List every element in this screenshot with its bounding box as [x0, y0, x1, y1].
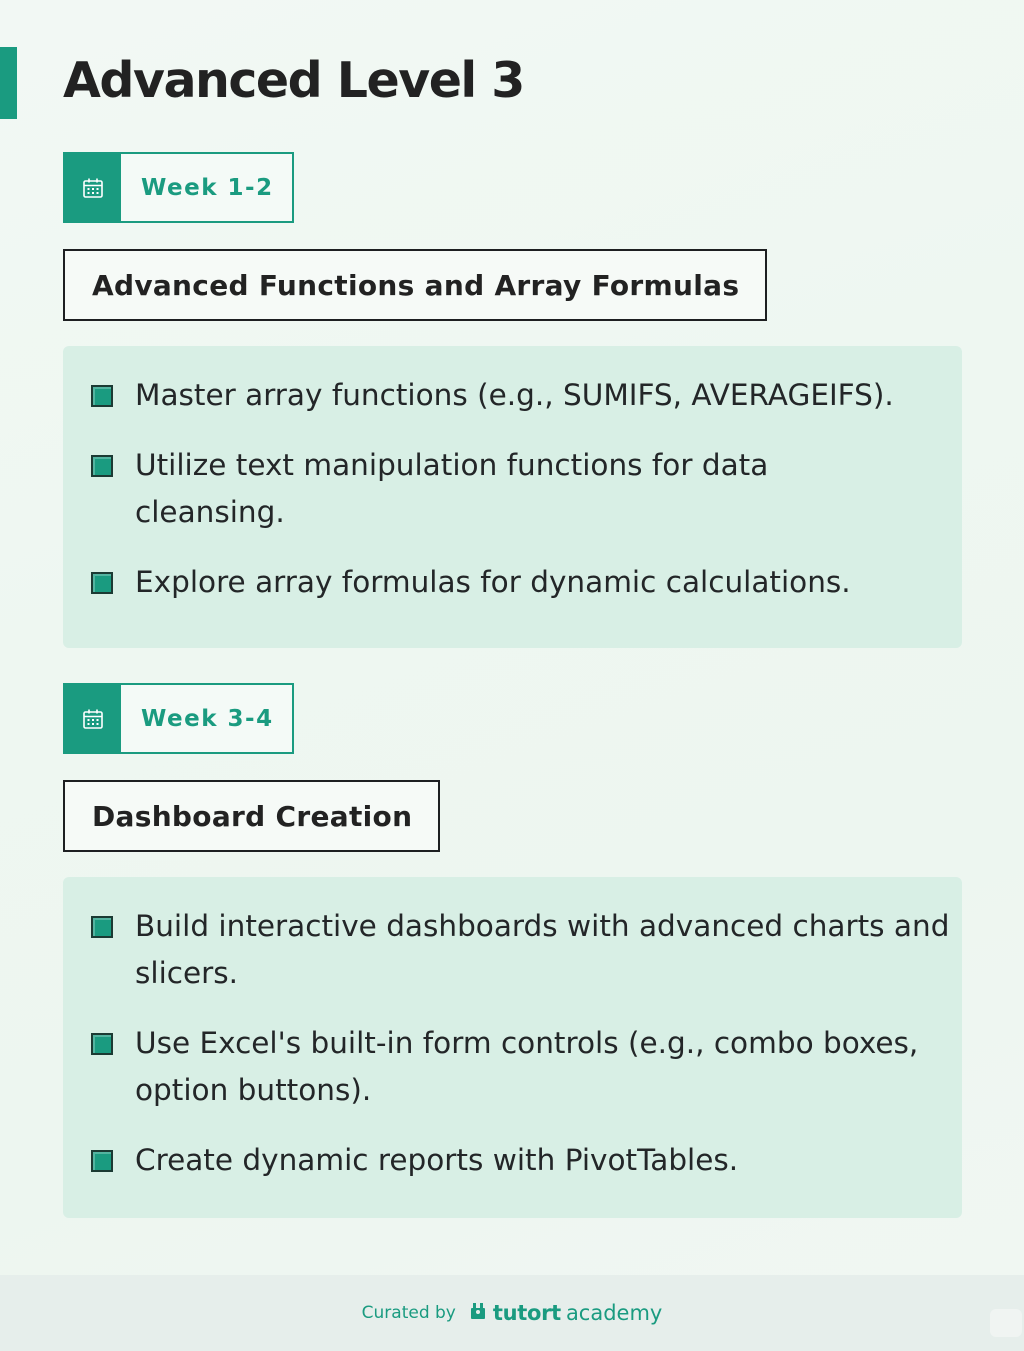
- square-bullet-icon: [91, 455, 113, 477]
- square-bullet-icon: [91, 572, 113, 594]
- list-item-text: Explore array formulas for dynamic calculations.: [135, 565, 851, 599]
- list-item: [91, 1020, 952, 1114]
- week-badge-1: [63, 152, 294, 223]
- list-item-text: Use Excel's built-in form controls (e.g., combo boxes, option buttons).: [135, 1026, 919, 1107]
- list-item: [91, 1137, 952, 1184]
- topic-list: [91, 903, 952, 1184]
- calendar-icon: [65, 154, 121, 221]
- topic-list: [91, 372, 952, 606]
- list-item: [91, 372, 952, 419]
- section-heading-2: Dashboard Creation: [63, 780, 440, 852]
- list-item-text: Utilize text manipulation functions for data cleansing.: [135, 448, 769, 529]
- curated-by-label: Curated by: [361, 1303, 456, 1323]
- list-item: [91, 559, 952, 606]
- list-item: [91, 903, 952, 997]
- week-label: Week 3-4: [141, 705, 274, 732]
- brand-name: tutort: [492, 1301, 561, 1325]
- week-badge-2: [63, 683, 294, 754]
- square-bullet-icon: [91, 385, 113, 407]
- title-accent-bar: [0, 47, 17, 119]
- brand-suffix: academy: [565, 1301, 663, 1325]
- list-item-text: Master array functions (e.g., SUMIFS, AVERAGEIFS).: [135, 378, 894, 412]
- topics-card-2: [63, 877, 962, 1218]
- topics-card-1: [63, 346, 962, 648]
- list-item-text: Create dynamic reports with PivotTables.: [135, 1143, 739, 1177]
- list-item: [91, 442, 952, 536]
- calendar-icon: [65, 685, 121, 752]
- square-bullet-icon: [91, 1033, 113, 1055]
- list-item-text: Build interactive dashboards with advanced charts and slicers.: [135, 909, 950, 990]
- footer: [0, 1275, 1024, 1351]
- tutort-logo-icon: [470, 1302, 486, 1324]
- square-bullet-icon: [91, 1150, 113, 1172]
- corner-widget-icon: [990, 1309, 1022, 1337]
- square-bullet-icon: [91, 916, 113, 938]
- section-heading-1: Advanced Functions and Array Formulas: [63, 249, 767, 321]
- brand-logo[interactable]: [470, 1301, 662, 1325]
- page-title: Advanced Level 3: [63, 52, 524, 109]
- week-label: Week 1-2: [141, 174, 274, 201]
